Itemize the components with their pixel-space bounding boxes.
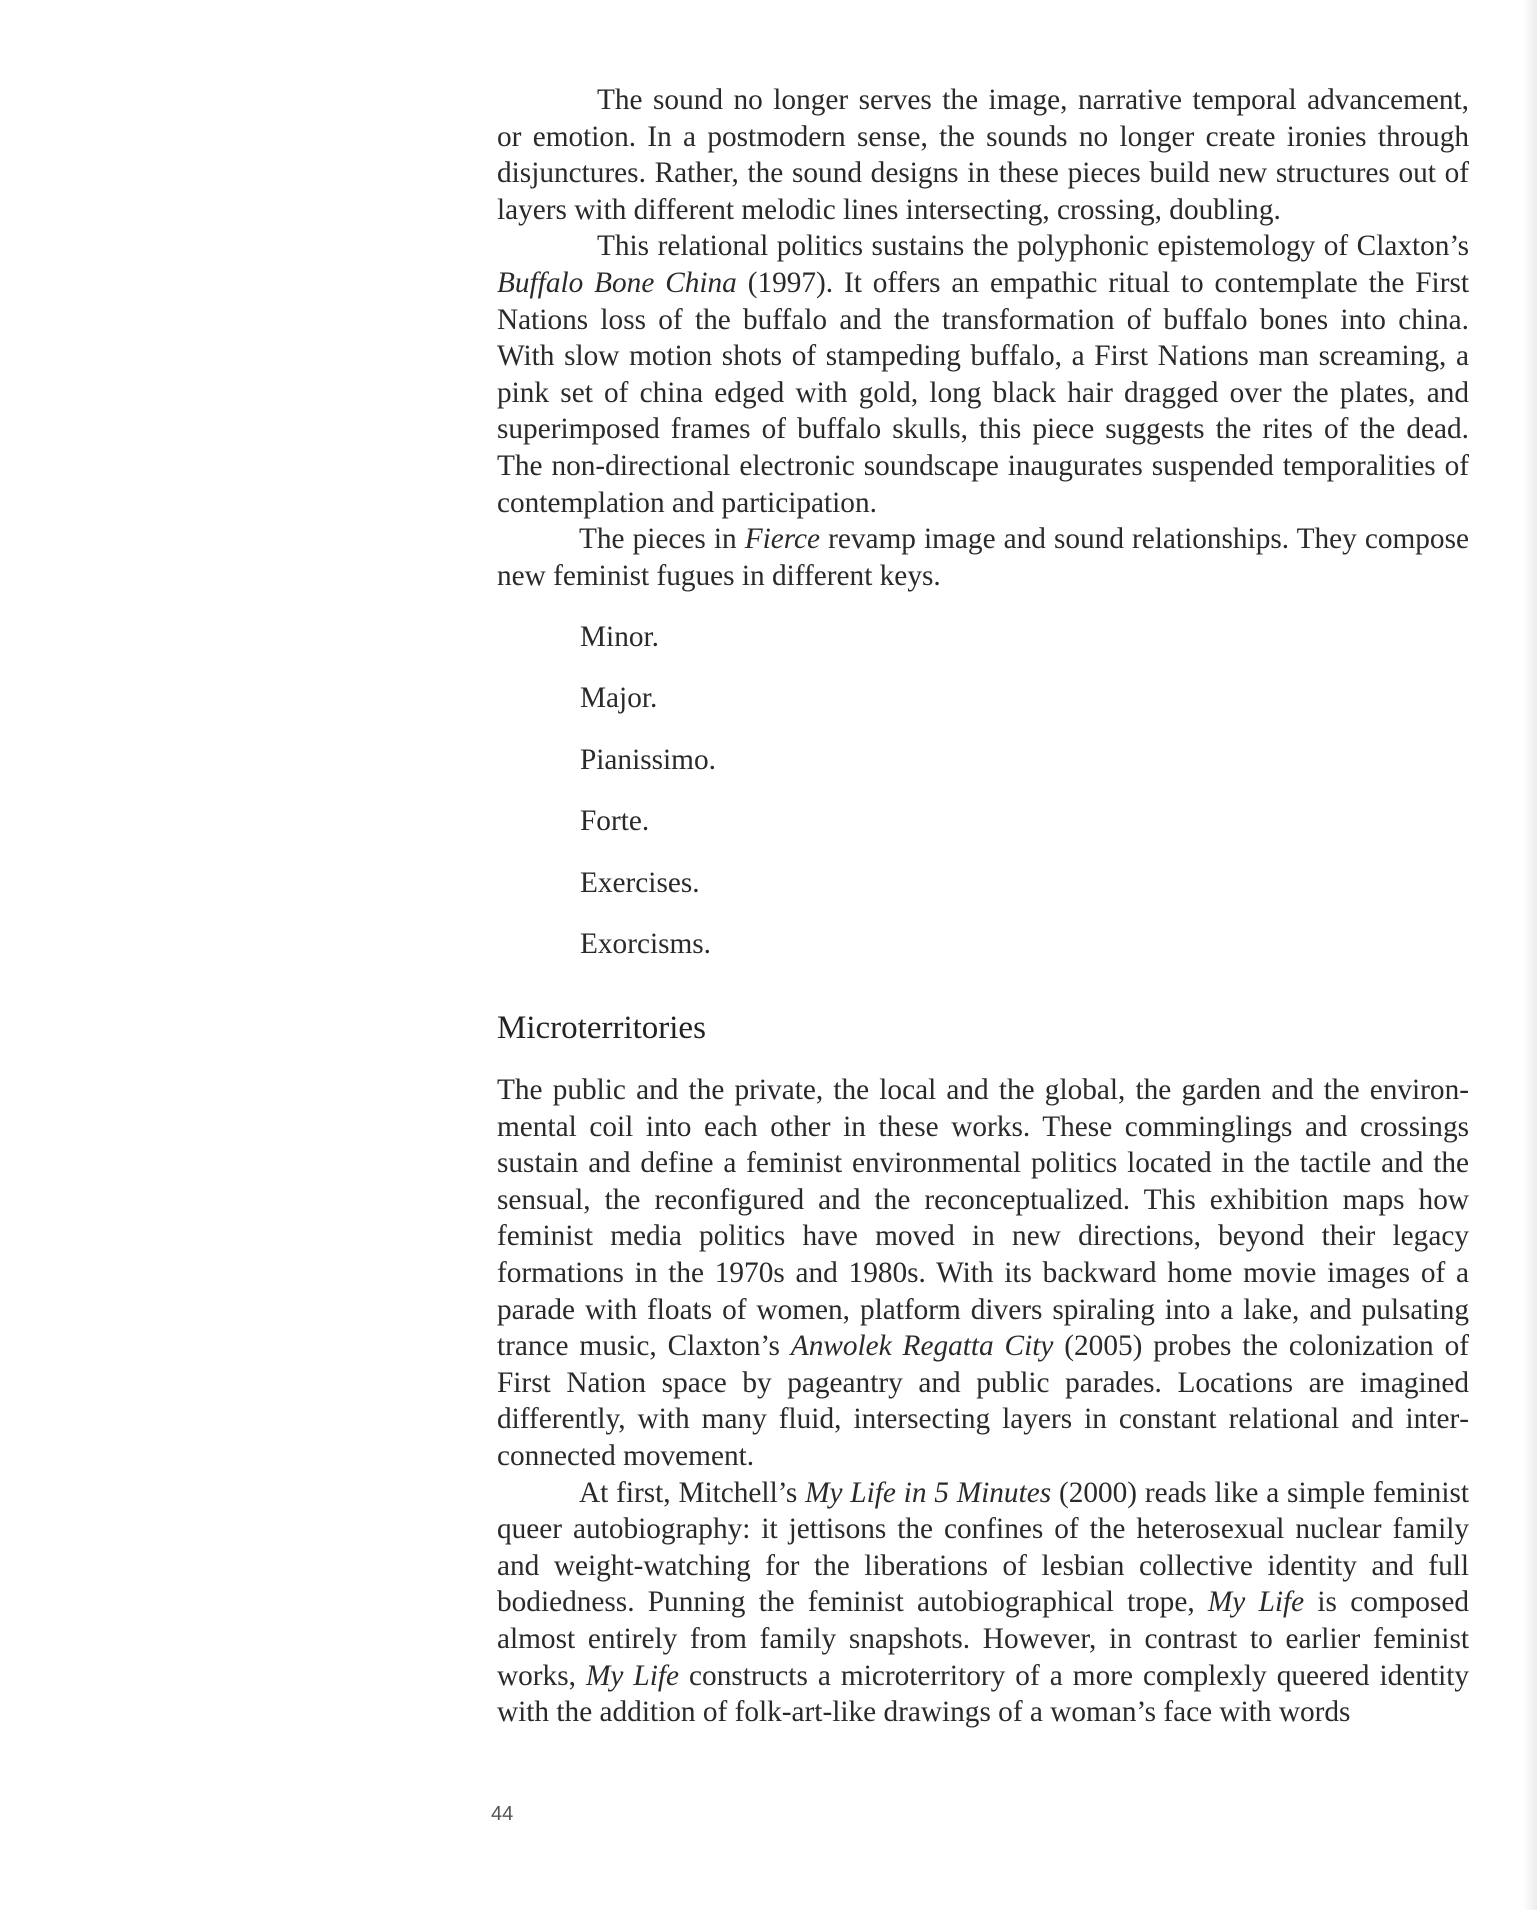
page-edge-shadow — [1523, 0, 1537, 1910]
keys-list — [580, 619, 716, 987]
paragraph-my-life — [497, 1475, 1469, 1731]
list-item: Exorcisms. — [580, 927, 712, 960]
paragraph-buffalo-bone-china — [497, 228, 1469, 521]
paragraph-text: At first, Mitchell’s — [579, 1476, 806, 1509]
opening-text — [497, 82, 1469, 594]
list-item: Forte. — [580, 805, 650, 838]
paragraph-text: revamp image and sound relationships. They compose new feminist fugues in different keys. — [497, 523, 1469, 592]
paragraph-sound-serves: The sound no longer serves the image, narrative temporal advancement, or emotion. In a postmodern sense, the sounds no longer create ironies through disjunctures. Rather, the sound designs in these pieces build new structures out of layers with different melodic lines intersecting, crossing, doubling. — [497, 84, 1469, 226]
list-item: Minor. — [580, 621, 659, 653]
paragraph-text: This relational politics sustains the polyphonic epistemology of Claxton’s — [597, 230, 1469, 263]
section-text — [497, 1072, 1469, 1731]
paragraph-text: The pieces in — [579, 523, 745, 556]
work-title: My Life — [1207, 1586, 1305, 1619]
work-title: Anwolek Regatta City — [790, 1330, 1054, 1363]
list-item: Exercises. — [580, 866, 700, 899]
paragraph-text: constructs a microterritory of a more complexly queered identity with the addition of folk-art-like drawings of a woman’s face with words — [497, 1659, 1469, 1729]
paragraph-text: (1997). It offers an empathic ritual to contemplate the First Nations loss of the buffalo and the transformation of buffalo bones into china. With slow motion shots of stampeding buffalo, a First Nations man screaming, a pink set of china edged with gold, long black hair dragged over the plates, and superimposed frames of buffalo skulls, this piece suggests the rites of the dead. The non-directional electronic soundscape inaugurates suspended temporalities of contemplation and participation. — [497, 266, 1469, 519]
work-title: My Life in 5 Minutes — [805, 1476, 1052, 1509]
paragraph-text: (2005) probes the colonization of First Nation space by pageantry and public parades. Locations are imagined differently, with many fluid, intersecting layers in constant relational and interconnected movement. — [497, 1330, 1469, 1472]
paragraph-text: is composed almost entirely from family snapshots. However, in contrast to earlier feminist works, — [497, 1586, 1469, 1692]
page-number: 44 — [491, 1803, 514, 1825]
paragraph-public-private — [497, 1072, 1469, 1475]
paragraph-text: (2000) reads like a simple feminist queer autobiography: it jettisons the confines of the heterosexual nuclear family and weight-watching for the liberations of lesbian collective identity and full bodiedness. Punning the feminist autobiographical trope, — [497, 1476, 1469, 1619]
list-item: Major. — [580, 682, 658, 715]
section-heading: Microterritories — [497, 1010, 706, 1046]
work-title: Fierce — [744, 523, 821, 556]
work-title: Buffalo Bone China — [497, 266, 737, 299]
work-title: My Life — [585, 1659, 680, 1692]
paragraph-text: The public and the private, the local and the global, the garden and the environmental coil into each other in these works. These comminglings and crossings sustain and define a feminist environmental politics located in the tactile and the sensual, the reconfigured and the reconceptualized. This exhibition maps how feminist media politics have moved in new directions, beyond their legacy formations in the 1970s and 1980s. With its backward home movie images of a parade with floats of women, platform divers spiraling into a lake, and pulsating trance music, Claxton’s — [497, 1074, 1469, 1363]
paragraph-fierce — [497, 521, 1469, 594]
list-item: Pianissimo. — [580, 743, 716, 776]
